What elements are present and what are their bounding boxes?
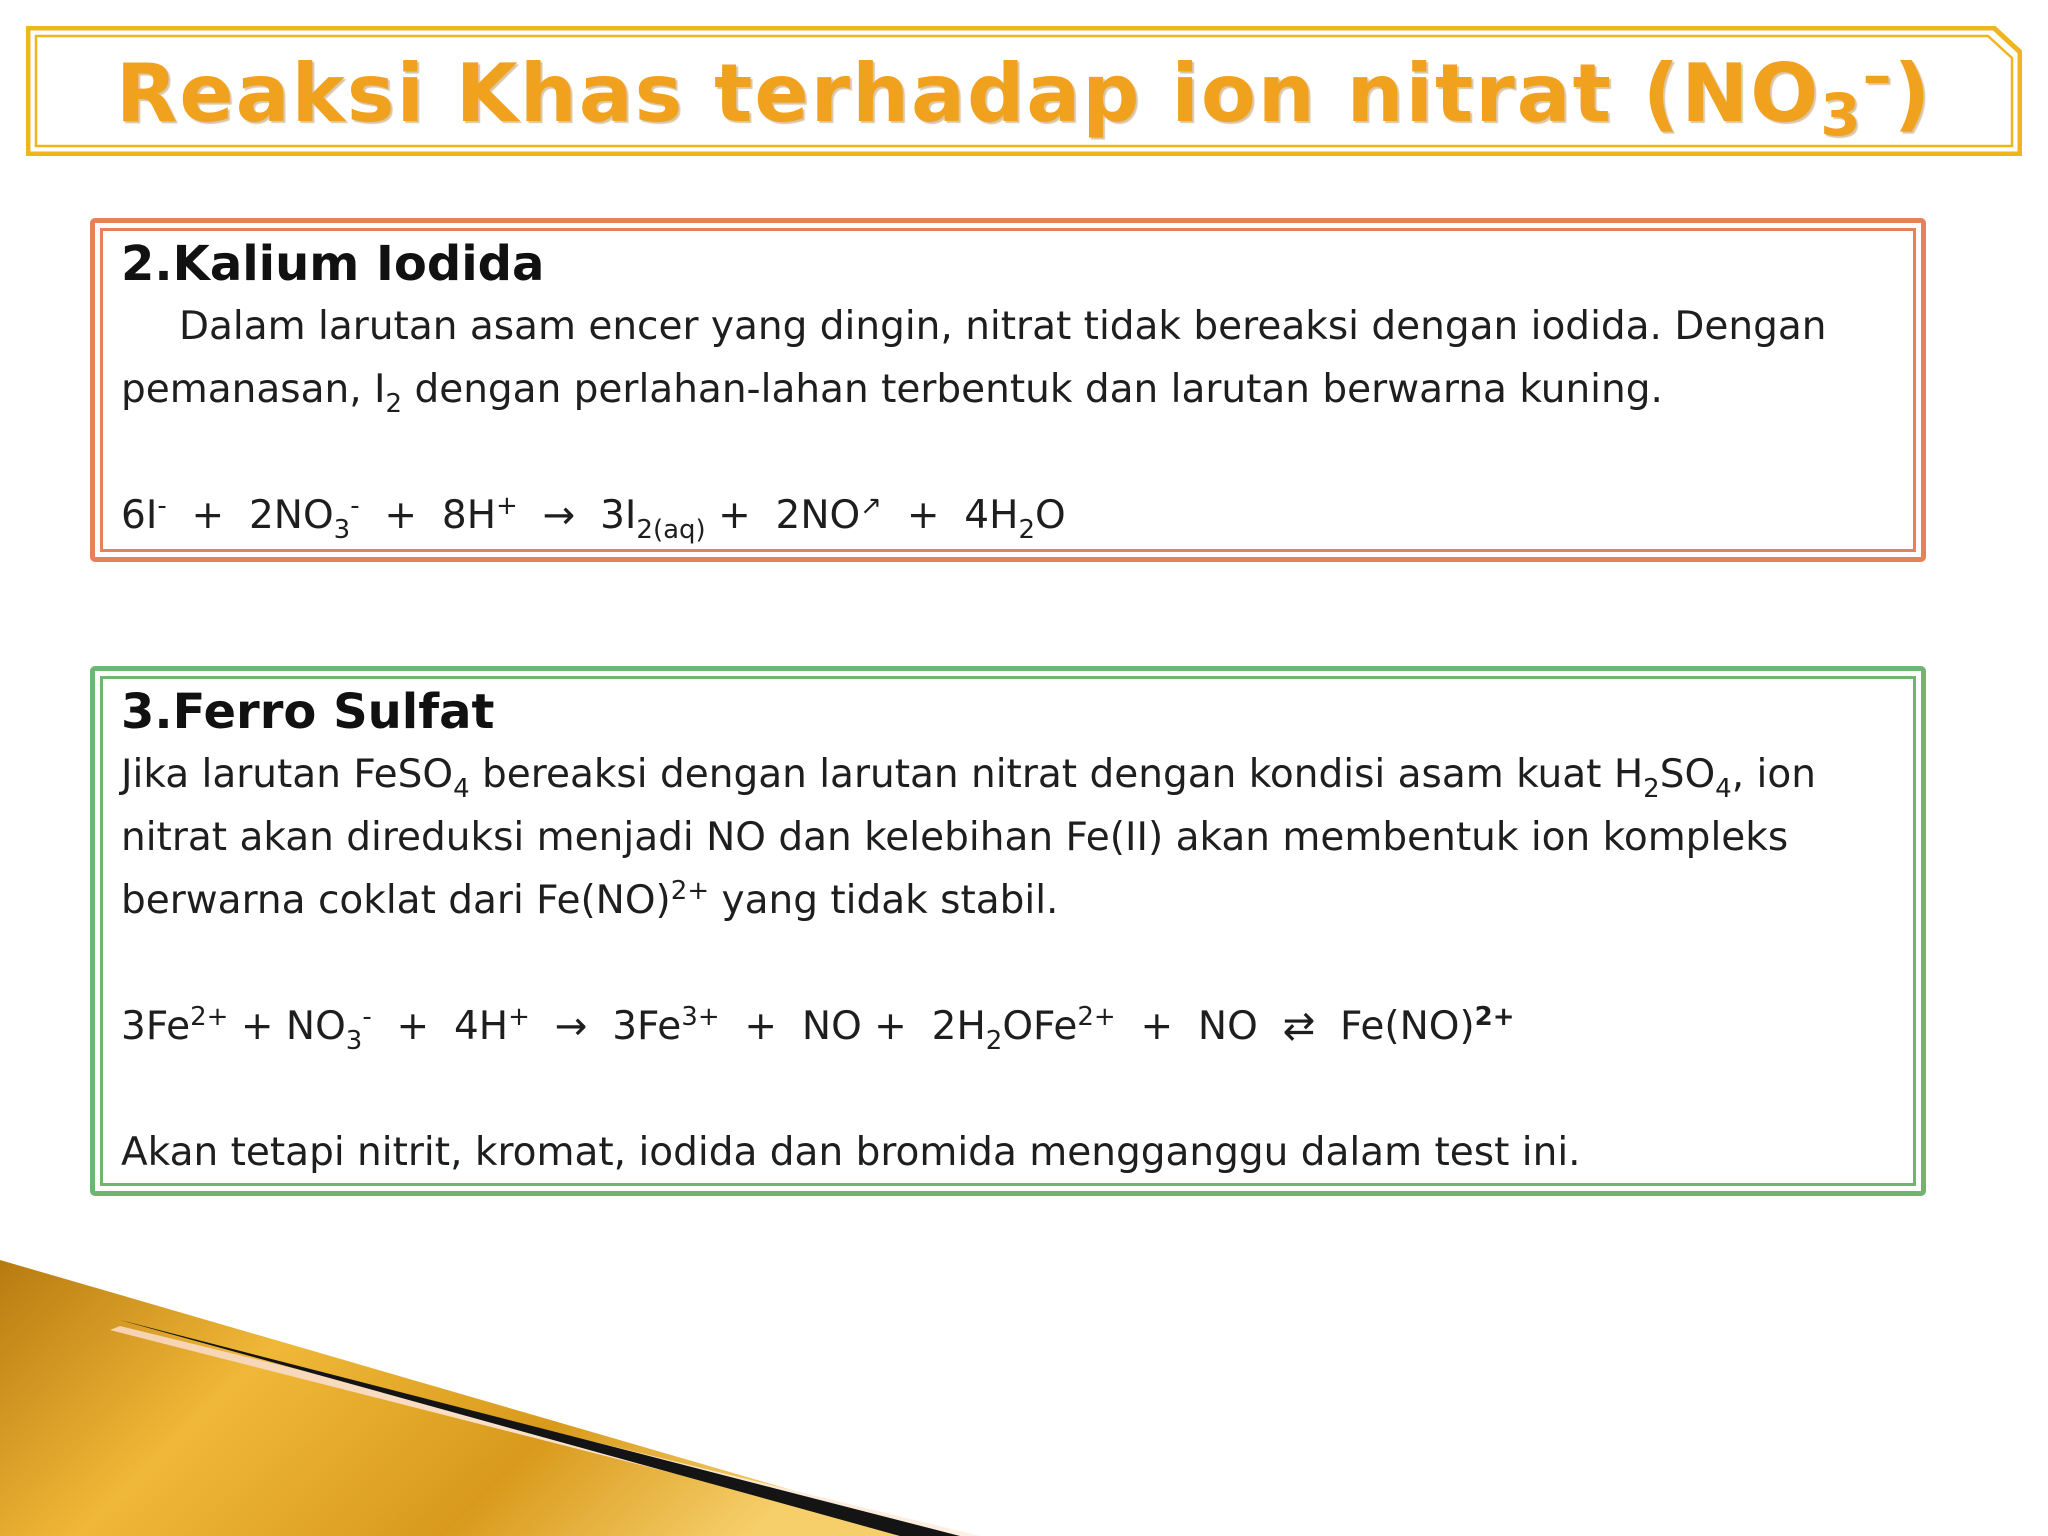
ferro-sulfat-text-line-1: Jika larutan FeSO$_4$ bereaksi dengan larutan nitrat dengan kondisi asam kuat $H_2SO_4$, ion <box>121 752 1816 804</box>
ferro-sulfat-heading: 3.Ferro Sulfat <box>121 684 495 740</box>
ferro-sulfat-equation: $3Fe^{2+} + NO_3^- + 4H^+ \to 3Fe^{3+}$ + NO + $2H_2OFe^{2+}$ + NO ⇄ Fe(NO)$^{2+}$ <box>121 1002 1515 1056</box>
ferro-sulfat-text-line-2: nitrat akan direduksi menjadi NO dan kelebihan Fe(II) akan membentuk ion kompleks <box>121 815 1789 860</box>
kalium-iodida-heading: 2.Kalium Iodida <box>121 236 545 292</box>
kalium-iodida-text-line-1: Dalam larutan asam encer yang dingin, nitrat tidak bereaksi dengan iodida. Dengan <box>179 304 1827 349</box>
ferro-sulfat-note: Akan tetapi nitrit, kromat, iodida dan bromida mengganggu dalam test ini. <box>121 1130 1581 1175</box>
ferro-sulfat-box <box>90 666 1926 1196</box>
kalium-iodida-box <box>90 218 1926 562</box>
page-title: Reaksi Khas terhadap ion nitrat $(NO_3^-)$ <box>115 41 1933 149</box>
gas-arrow-icon: ↗ <box>860 491 883 521</box>
ferro-sulfat-content <box>121 681 1891 1184</box>
kalium-iodida-equation: $6I^- + 2NO_3^- + 8H^+ \to 3I_{2(aq)} + 2NO^↗ + 4H_2O$ <box>121 491 1066 545</box>
kalium-iodida-text-line-2: pemanasan, $I_2$ dengan perlahan-lahan terbentuk dan larutan berwarna kuning. <box>121 367 1663 419</box>
ferro-sulfat-text-line-3: berwarna coklat dari Fe(NO)$^{2+}$ yang tidak stabil. <box>121 876 1059 923</box>
title-frame <box>26 26 2022 156</box>
kalium-iodida-content <box>121 233 1891 547</box>
corner-decoration <box>0 1260 2048 1536</box>
